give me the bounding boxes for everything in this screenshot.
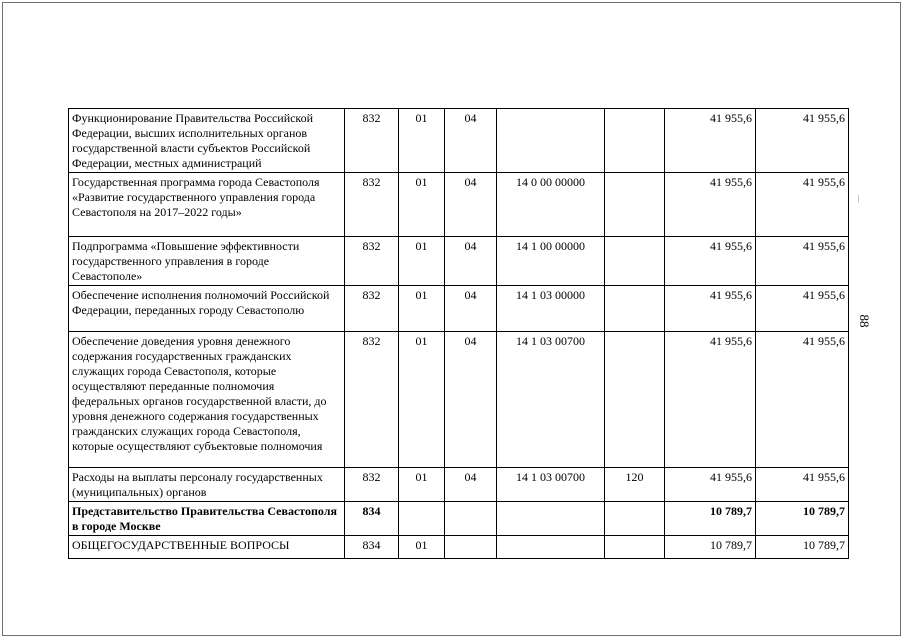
row-name: Государственная программа города Севастополя «Развитие государственного управления города Севастополя на 2017–2022 годы» bbox=[69, 173, 345, 237]
target-article-code: 14 1 03 00700 bbox=[497, 332, 605, 468]
subsection-code: 04 bbox=[445, 173, 497, 237]
target-article-code: 14 1 03 00000 bbox=[497, 286, 605, 332]
expense-type-code bbox=[605, 502, 665, 536]
amount-year-1: 41 955,6 bbox=[665, 237, 756, 286]
amount-year-2: 10 789,7 bbox=[756, 502, 849, 536]
amount-year-1: 41 955,6 bbox=[665, 173, 756, 237]
row-name: Обеспечение доведения уровня денежного содержания государственных гражданских служащих города Севастополя, которые осуществляют переданные полномочия федеральных органов государственной власти, до уровня денежного содержания государственных гражданских служащих города Севастополя, которые осуществляют субъектовые полномочия bbox=[69, 332, 345, 468]
expense-type-code bbox=[605, 286, 665, 332]
grbs-code: 832 bbox=[345, 109, 399, 173]
expense-type-code bbox=[605, 109, 665, 173]
table-row bbox=[69, 502, 849, 536]
section-code: 01 bbox=[399, 536, 445, 559]
amount-year-2: 10 789,7 bbox=[756, 536, 849, 559]
table-row bbox=[69, 332, 849, 468]
target-article-code: 14 1 00 00000 bbox=[497, 237, 605, 286]
table-row bbox=[69, 109, 849, 173]
target-article-code bbox=[497, 536, 605, 559]
table-row bbox=[69, 286, 849, 332]
subsection-code: 04 bbox=[445, 286, 497, 332]
grbs-code: 832 bbox=[345, 468, 399, 502]
grbs-code: 832 bbox=[345, 286, 399, 332]
table-row bbox=[69, 173, 849, 237]
row-name: ОБЩЕГОСУДАРСТВЕННЫЕ ВОПРОСЫ bbox=[69, 536, 345, 559]
subsection-code: 04 bbox=[445, 237, 497, 286]
section-code: 01 bbox=[399, 468, 445, 502]
grbs-code: 832 bbox=[345, 237, 399, 286]
target-article-code: 14 1 03 00700 bbox=[497, 468, 605, 502]
grbs-code: 834 bbox=[345, 536, 399, 559]
grbs-code: 832 bbox=[345, 173, 399, 237]
amount-year-2: 41 955,6 bbox=[756, 332, 849, 468]
expense-type-code bbox=[605, 237, 665, 286]
section-code bbox=[399, 502, 445, 536]
subsection-code: 04 bbox=[445, 468, 497, 502]
section-code: 01 bbox=[399, 109, 445, 173]
subsection-code bbox=[445, 502, 497, 536]
expense-type-code bbox=[605, 536, 665, 559]
grbs-code: 832 bbox=[345, 332, 399, 468]
amount-year-1: 41 955,6 bbox=[665, 286, 756, 332]
target-article-code bbox=[497, 109, 605, 173]
row-name: Подпрограмма «Повышение эффективности государственного управления в городе Севастополе» bbox=[69, 237, 345, 286]
margin-mark bbox=[858, 195, 859, 203]
budget-table bbox=[68, 108, 849, 559]
expense-type-code: 120 bbox=[605, 468, 665, 502]
page-number: 88 bbox=[857, 314, 872, 328]
amount-year-1: 10 789,7 bbox=[665, 502, 756, 536]
table-row bbox=[69, 237, 849, 286]
amount-year-1: 10 789,7 bbox=[665, 536, 756, 559]
amount-year-2: 41 955,6 bbox=[756, 286, 849, 332]
amount-year-2: 41 955,6 bbox=[756, 109, 849, 173]
table-row bbox=[69, 536, 849, 559]
amount-year-1: 41 955,6 bbox=[665, 332, 756, 468]
row-name: Представительство Правительства Севастополя в городе Москве bbox=[69, 502, 345, 536]
subsection-code: 04 bbox=[445, 109, 497, 173]
row-name: Расходы на выплаты персоналу государственных (муниципальных) органов bbox=[69, 468, 345, 502]
amount-year-2: 41 955,6 bbox=[756, 173, 849, 237]
section-code: 01 bbox=[399, 237, 445, 286]
target-article-code bbox=[497, 502, 605, 536]
amount-year-2: 41 955,6 bbox=[756, 468, 849, 502]
expense-type-code bbox=[605, 173, 665, 237]
subsection-code bbox=[445, 536, 497, 559]
row-name: Обеспечение исполнения полномочий Российской Федерации, переданных городу Севастополю bbox=[69, 286, 345, 332]
amount-year-2: 41 955,6 bbox=[756, 237, 849, 286]
section-code: 01 bbox=[399, 286, 445, 332]
section-code: 01 bbox=[399, 332, 445, 468]
expense-type-code bbox=[605, 332, 665, 468]
table-row bbox=[69, 468, 849, 502]
section-code: 01 bbox=[399, 173, 445, 237]
amount-year-1: 41 955,6 bbox=[665, 468, 756, 502]
row-name: Функционирование Правительства Российской Федерации, высших исполнительных органов государственной власти субъектов Российской Федерации, местных администраций bbox=[69, 109, 345, 173]
subsection-code: 04 bbox=[445, 332, 497, 468]
table-body bbox=[69, 109, 849, 559]
amount-year-1: 41 955,6 bbox=[665, 109, 756, 173]
target-article-code: 14 0 00 00000 bbox=[497, 173, 605, 237]
grbs-code: 834 bbox=[345, 502, 399, 536]
